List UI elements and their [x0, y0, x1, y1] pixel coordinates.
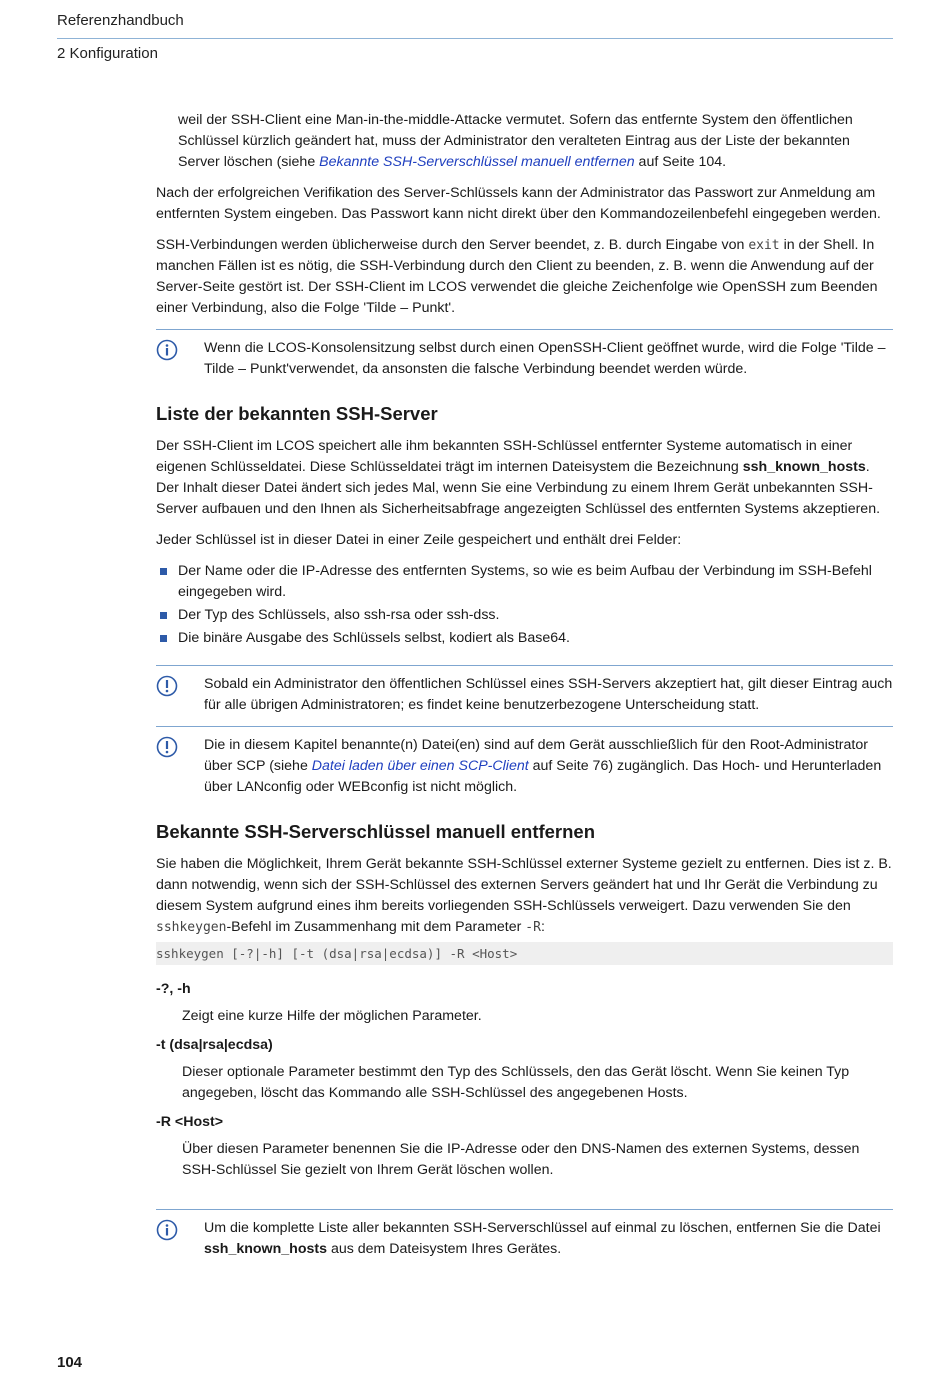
xref-link-remove-keys[interactable]: Bekannte SSH-Serverschlüssel manuell entfernen — [319, 154, 635, 170]
xref-link-scp-client[interactable]: Datei laden über einen SCP-Client — [311, 758, 529, 774]
paragraph-remove-keys: Sie haben die Möglichkeit, Ihrem Gerät bekannte SSH-Schlüssel externer Systeme gezielt zu entfernen. Dies ist z. B. dann notwendig, wenn sich der SSH-Schlüssel des externen Servers geändert hat und Ihr Gerät die Verbindung zu diesem System aufgrund eines ihm bereits vorliegenden SSH-Schlüssels verweigert. Dazu verwenden Sie den sshkeygen-Befehl im Zusammenhang mit dem Parameter -R: — [156, 856, 892, 935]
note-info-1 — [156, 329, 893, 386]
note-text: Die in diesem Kapitel benannte(n) Datei(en) sind auf dem Gerät ausschließlich für den Root-Administrator über SCP (siehe Datei laden über einen SCP-Client auf Seite 76) zugänglich. Das Hoch- und Herunterladen über LANconfig oder WEBconfig ist nicht möglich. — [204, 737, 882, 795]
running-header-title: Referenzhandbuch — [57, 12, 184, 29]
param-term: -R <Host> — [156, 1114, 224, 1130]
filename-bold: ssh_known_hosts — [204, 1241, 327, 1257]
note-info-2 — [156, 1209, 893, 1266]
list-item: Der Typ des Schlüssels, also ssh-rsa oder ssh-dss. — [156, 605, 893, 626]
filename-bold: ssh_known_hosts — [742, 459, 866, 475]
paragraph-verification: Nach der erfolgreichen Verifikation des Server-Schlüssels kann der Administrator das Passwort zur Anmeldung am entfernten System eingeben. Das Passwort kann nicht direkt über den Kommandozeilenbefehl eingegeben werden. — [156, 185, 881, 222]
section-heading-known-hosts: Liste der bekannten SSH-Server — [156, 403, 438, 424]
page-number: 104 — [57, 1354, 83, 1371]
paragraph-termination: SSH-Verbindungen werden üblicherweise durch den Server beendet, z. B. durch Eingabe von exit in der Shell. In manchen Fällen ist es nötig, die SSH-Verbindung durch den Client zu beenden, z. B. wenn die Anwendung auf der Server-Seite gestört ist. Der SSH-Client im LCOS verwendet die gleiche Zeichenfolge wie OpenSSH zum Beenden einer Verbindung, also die Folge 'Tilde – Punkt'. — [156, 237, 878, 316]
inline-code-sshkeygen: sshkeygen — [156, 920, 227, 935]
exclamation-icon — [156, 736, 178, 758]
info-icon — [156, 1219, 178, 1241]
param-description: Zeigt eine kurze Hilfe der möglichen Parameter. — [182, 1008, 482, 1024]
paragraph-fields-intro: Jeder Schlüssel ist in dieser Datei in einer Zeile gespeichert und enthält drei Felder: — [156, 532, 682, 548]
inline-code-exit: exit — [748, 238, 780, 253]
info-icon — [156, 339, 178, 361]
inline-code-r-param: -R — [525, 920, 541, 935]
note-warning-1 — [156, 665, 893, 722]
param-term: -?, -h — [156, 981, 191, 997]
list-item: Die binäre Ausgabe des Schlüssels selbst, kodiert als Base64. — [156, 628, 893, 649]
note-text: Wenn die LCOS-Konsolensitzung selbst durch einen OpenSSH-Client geöffnet wurde, wird die Folge 'Tilde – Tilde – Punkt'verwendet, da ansonsten die falsche Verbindung beendet werden würde. — [204, 340, 886, 377]
param-term: -t (dsa|rsa|ecdsa) — [156, 1037, 273, 1053]
section-heading-remove-keys: Bekannte SSH-Serverschlüssel manuell entfernen — [156, 821, 596, 842]
paragraph-known-hosts: Der SSH-Client im LCOS speichert alle ihm bekannten SSH-Schlüssel entfernter Systeme automatisch in einer eigenen Schlüsseldatei. Diese Schlüsseldatei trägt im internen Dateisystem die Bezeichnung ssh_known_hosts. Der Inhalt dieser Datei ändert sich jedes Mal, wenn Sie eine Verbindung zu einem Ihrem Gerät unbekannten SSH-Server aufbauen und den Ihnen als Sicherheitsabfrage angezeigten Schlüssel des entfernten Systems akzeptieren. — [156, 438, 881, 517]
list-item: Der Name oder die IP-Adresse des entfernten Systems, so wie es beim Aufbau der Verbindung im SSH-Befehl eingegeben wird. — [156, 561, 893, 603]
running-header-chapter: 2 Konfiguration — [57, 45, 158, 62]
param-description: Dieser optionale Parameter bestimmt den Typ des Schlüssels, den das Gerät löscht. Wenn Sie keinen Typ angegeben, löscht das Kommando alle SSH-Schlüssel des angegebenen Hosts. — [182, 1064, 850, 1101]
note-warning-2 — [156, 726, 893, 804]
continued-paragraph: weil der SSH-Client eine Man-in-the-middle-Attacke vermutet. Sofern das entfernte System den öffentlichen Schlüssel kürzlich geändert hat, muss der Administrator den veralteten Eintrag aus der Liste der bekannten Server löschen (siehe Bekannte SSH-Serverschlüssel manuell entfernen auf Seite 104. — [178, 112, 853, 170]
param-description: Über diesen Parameter benennen Sie die IP-Adresse oder den DNS-Namen des externen Systems, dessen SSH-Schlüssel Sie gezielt von Ihrem Gerät löschen wollen. — [182, 1141, 860, 1178]
header-rule — [57, 38, 893, 39]
command-syntax-block: sshkeygen [-?|-h] [-t (dsa|rsa|ecdsa)] -R <Host> — [156, 942, 893, 965]
note-text: Um die komplette Liste aller bekannten SSH-Serverschlüssel auf einmal zu löschen, entfernen Sie die Datei ssh_known_hosts aus dem Dateisystem Ihres Gerätes. — [204, 1220, 881, 1257]
note-text: Sobald ein Administrator den öffentlichen Schlüssel eines SSH-Servers akzeptiert hat, gilt dieser Eintrag auch für alle übrigen Administratoren; es findet keine benutzerbezogene Unterscheidung statt. — [204, 676, 893, 713]
page-content — [156, 110, 893, 1270]
exclamation-icon — [156, 675, 178, 697]
fields-list — [156, 561, 893, 649]
